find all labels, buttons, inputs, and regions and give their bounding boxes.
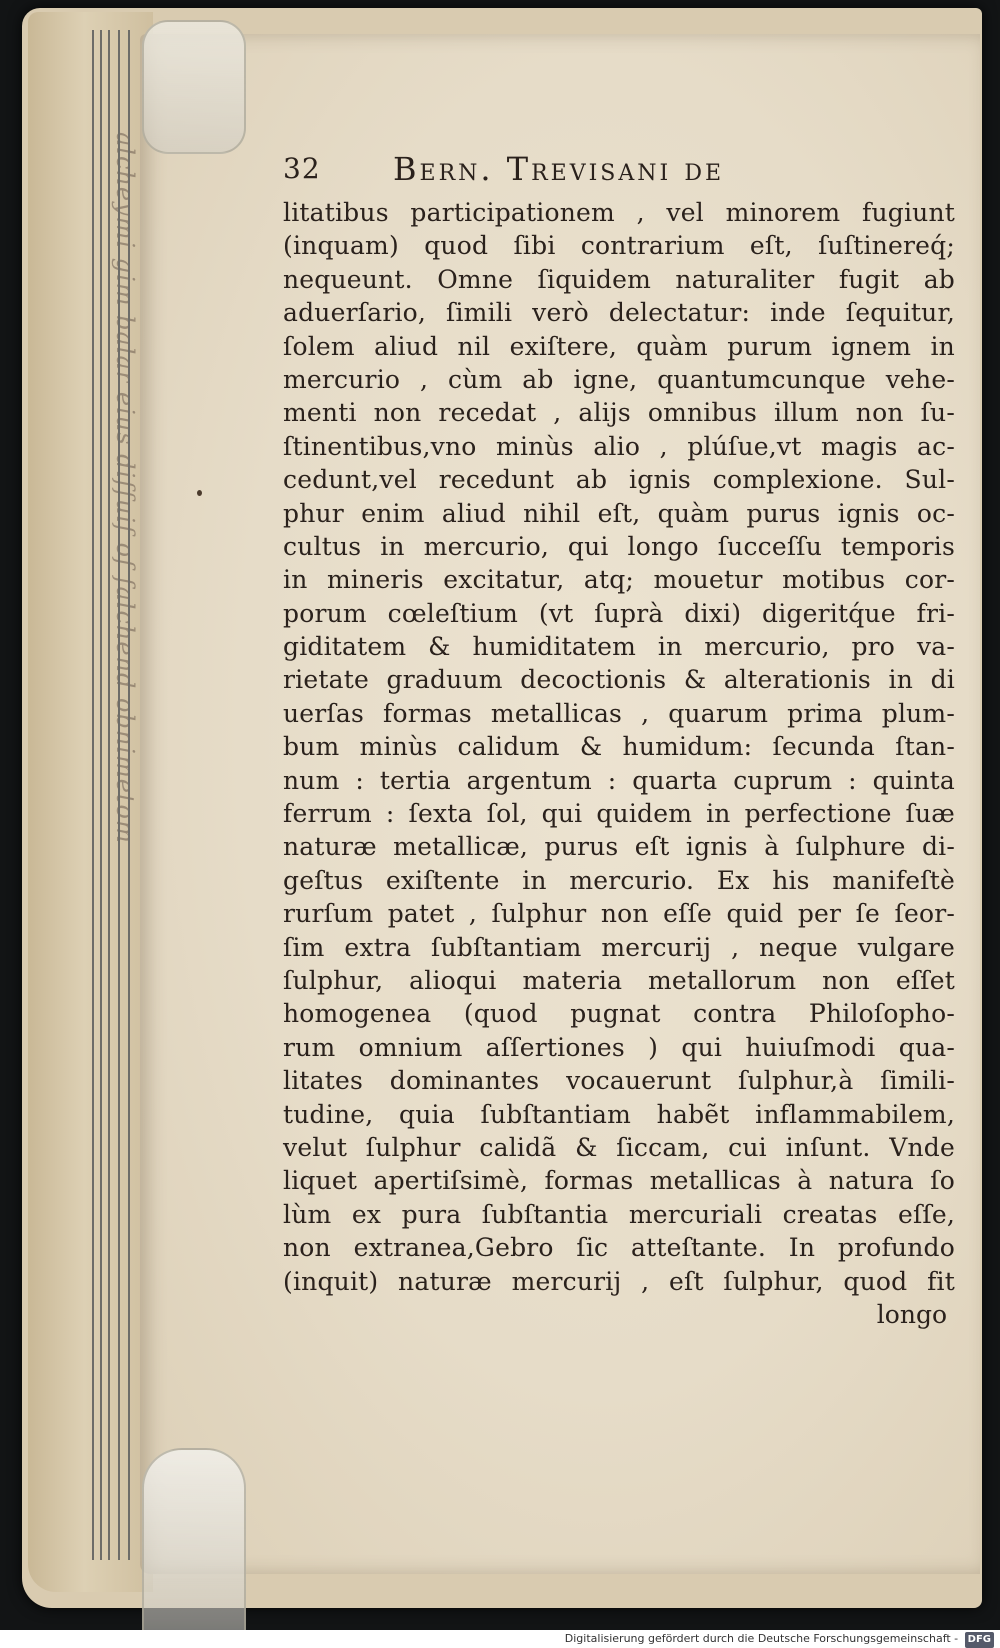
text-line: giditatem & humiditatem in mercurio, pro va- bbox=[283, 632, 955, 662]
body-text bbox=[283, 196, 955, 1298]
page-edge-line bbox=[128, 30, 130, 1560]
text-line: litatibus participationem , vel minorem fugiunt bbox=[283, 198, 955, 227]
text-line: geſtus exiſtente in mercurio. Ex his manifeſtè bbox=[283, 865, 955, 895]
text-line: uerſas formas metallicas , quarum prima plum- bbox=[283, 698, 955, 728]
dfg-logo: DFG bbox=[965, 1632, 994, 1648]
text-line: nequeunt. Omne ſiquidem naturaliter fugit ab bbox=[283, 264, 955, 294]
text-line: ſolem aliud nil exiſtere, quàm purum ignem in bbox=[283, 331, 955, 361]
text-line: homogenea (quod pugnat contra Philoſopho- bbox=[283, 999, 955, 1029]
text-line: velut ſulphur calidã & ſiccam, cui inſunt. Vnde bbox=[283, 1132, 955, 1162]
text-line: non extranea,Gebro ſic atteſtante. In profundo bbox=[283, 1233, 955, 1263]
text-block bbox=[283, 150, 955, 1332]
running-head bbox=[283, 150, 955, 196]
text-line: ſim extra ſubſtantiam mercurij , neque vulgare bbox=[283, 932, 955, 962]
text-line: rurſum patet , ſulphur non eſſe quid per ſe ſeor- bbox=[283, 899, 955, 929]
text-line: lùm ex pura ſubſtantia mercuriali creatas eſſe, bbox=[283, 1199, 955, 1229]
text-line: (inquit) naturæ mercurij , eſt ſulphur, quod fit bbox=[283, 1266, 955, 1296]
text-line: in mineris excitatur, atq; mouetur motibus cor- bbox=[283, 565, 955, 595]
page-clip-bottom bbox=[142, 1448, 246, 1642]
page-clip-top bbox=[142, 20, 246, 154]
page-edge-line bbox=[108, 30, 110, 1560]
text-line: ſulphur, alioqui materia metallorum non eſſet bbox=[283, 965, 955, 995]
text-line: ſtinentibus,vno minùs alio , plúſue,vt magis ac- bbox=[283, 431, 955, 461]
margin-handwriting: alcheymi gim balar eius diſſuiſ of falchend obnimetom bbox=[111, 132, 139, 844]
text-line: rietate graduum decoctionis & alterationis in di bbox=[283, 665, 955, 695]
text-line: cultus in mercurio, qui longo ſucceſſu temporis bbox=[283, 531, 955, 561]
text-line: liquet apertiſsimè, formas metallicas à natura ſo bbox=[283, 1166, 955, 1196]
running-title: Bern. Trevisani de bbox=[393, 150, 725, 188]
previous-leaf-margin bbox=[28, 12, 153, 1592]
text-line: rum omnium aſſertiones ) qui huiuſmodi qua- bbox=[283, 1032, 955, 1062]
page-edge-line bbox=[100, 30, 102, 1560]
page-edge-line bbox=[118, 30, 120, 1560]
text-line: (inquam) quod ſibi contrarium eſt, ſuſtinereq́; bbox=[283, 231, 955, 261]
credit-text: Digitalisierung gefördert durch die Deutsche Forschungsgemeinschaft - bbox=[564, 1632, 959, 1645]
text-line: litates dominantes vocauerunt ſulphur,à ſimili- bbox=[283, 1066, 955, 1096]
text-line: ferrum : ſexta ſol, qui quidem in perfectione ſuæ bbox=[283, 799, 955, 829]
text-line: porum cœleſtium (vt ſuprà dixi) digeritq́ue fri- bbox=[283, 598, 955, 628]
catchword: longo bbox=[876, 1299, 947, 1329]
text-line: mercurio , cùm ab igne, quantumcunque vehe- bbox=[283, 364, 955, 394]
text-line: bum minùs calidum & humidum: ſecunda ſtan- bbox=[283, 732, 955, 762]
page-edge-line bbox=[92, 30, 94, 1560]
text-line: menti non recedat , alijs omnibus illum non ſu- bbox=[283, 398, 955, 428]
page-number: 32 bbox=[283, 152, 321, 185]
text-line: num : tertia argentum : quarta cuprum : quinta bbox=[283, 765, 955, 795]
text-line: aduerſario, ſimili verò delectatur: inde ſequitur, bbox=[283, 298, 955, 328]
ink-speck bbox=[197, 490, 202, 496]
text-line: phur enim aliud nihil eſt, quàm purus ignis oc- bbox=[283, 498, 955, 528]
text-line: naturæ metallicæ, purus eſt ignis à ſulphure di- bbox=[283, 832, 955, 862]
text-line: cedunt,vel recedunt ab ignis complexione. Sul- bbox=[283, 465, 955, 495]
text-line: tudine, quia ſubſtantiam habẽt inflammabilem, bbox=[283, 1099, 955, 1129]
digitization-credit bbox=[565, 1631, 994, 1648]
